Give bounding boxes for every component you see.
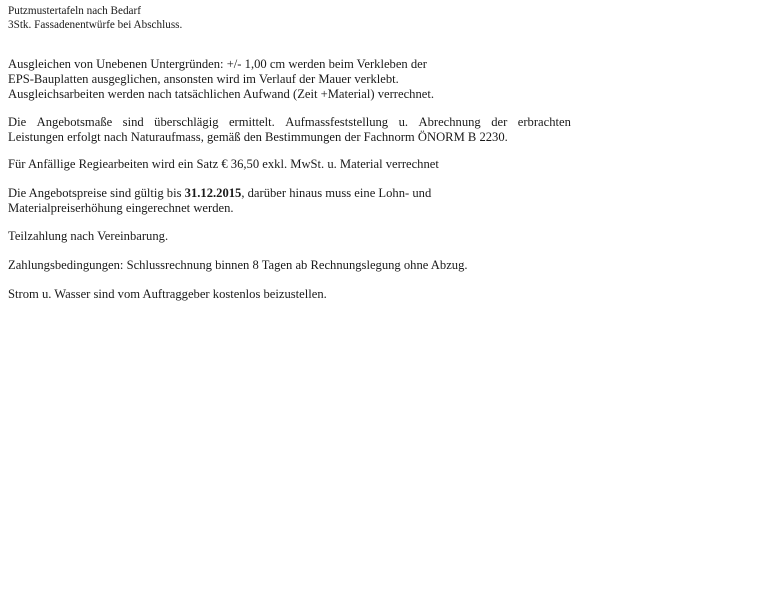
validity-suffix: , darüber hinaus muss eine Lohn- und <box>241 186 432 200</box>
measurements-word: der <box>491 115 508 129</box>
utilities-line: Strom u. Wasser sind vom Auftraggeber kostenlos beizustellen. <box>8 287 327 301</box>
measurements-word: Die <box>8 115 27 129</box>
uneven-surfaces-line-3: Ausgleichsarbeiten werden nach tatsächlichen Aufwand (Zeit +Material) verrechnet. <box>8 87 435 101</box>
header-line-1: Putzmustertafeln nach Bedarf <box>8 5 141 17</box>
measurements-word: Aufmassfeststellung <box>285 115 389 129</box>
measurements-word: überschlägig <box>154 115 219 129</box>
payment-terms-line: Zahlungsbedingungen: Schlussrechnung binnen 8 Tagen ab Rechnungslegung ohne Abzug. <box>8 258 468 272</box>
measurements-word: ermittelt. <box>228 115 275 129</box>
validity-line-2: Materialpreiserhöhung eingerechnet werden. <box>8 201 234 215</box>
validity-line-1 <box>8 186 431 201</box>
validity-date: 31.12.2015 <box>184 186 242 200</box>
partial-payment-line: Teilzahlung nach Vereinbarung. <box>8 229 169 243</box>
measurements-line-1 <box>8 115 571 130</box>
measurements-word: Abrechnung <box>418 115 481 129</box>
measurements-word: u. <box>398 115 409 129</box>
hourly-work-line: Für Anfällige Regiearbeiten wird ein Satz € 36,50 exkl. MwSt. u. Material verrechnet <box>8 157 439 171</box>
measurements-word: erbrachten <box>517 115 571 129</box>
measurements-word: sind <box>122 115 144 129</box>
measurements-word: Angebotsmaße <box>36 115 113 129</box>
validity-prefix: Die Angebotspreise sind gültig bis <box>8 186 185 200</box>
header-line-2: 3Stk. Fassadenentwürfe bei Abschluss. <box>8 19 183 31</box>
measurements-line-2: Leistungen erfolgt nach Naturaufmass, gemäß den Bestimmungen der Fachnorm ÖNORM B 2230. <box>8 130 508 144</box>
uneven-surfaces-line-2: EPS-Bauplatten ausgeglichen, ansonsten wird im Verlauf der Mauer verklebt. <box>8 72 399 86</box>
uneven-surfaces-line-1: Ausgleichen von Unebenen Untergründen: +/- 1,00 cm werden beim Verkleben der <box>8 57 427 71</box>
